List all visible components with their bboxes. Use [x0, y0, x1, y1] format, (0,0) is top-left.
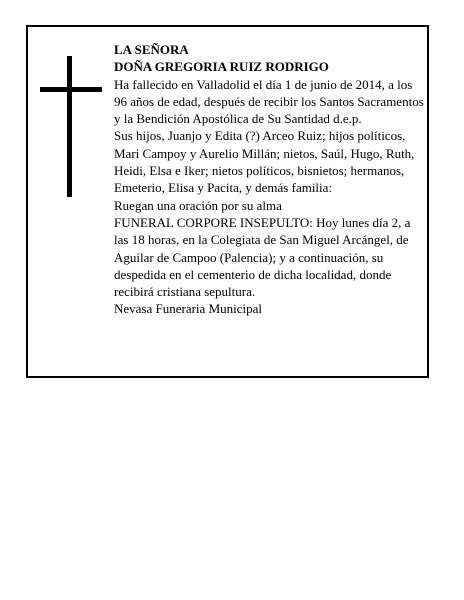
deceased-name: DOÑA GREGORIA RUIZ RODRIGO [114, 59, 329, 75]
funeral-details: FUNERAL CORPORE INSEPULTO: Hoy lunes día 2, a las 18 horas, en la Colegiata de San Miguel Arcángel, de Aguilar de Campoo (Palencia); y a continuación, su despedida en el cementerio de dicha localidad, donde recibirá cristiana sepultura. [114, 214, 411, 300]
cross-icon [40, 56, 102, 197]
notice-title: LA SEÑORA [114, 42, 189, 57]
death-announcement: Ha fallecido en Valladolid el día 1 de junio de 2014, a los 96 años de edad, después de recibir los Santos Sacramentos y la Bendición Apostólica de Su Santidad d.e.p. [114, 76, 424, 127]
funeral-home: Nevasa Funeraria Municipal [114, 301, 263, 317]
notice-body [114, 41, 426, 318]
family-list: Sus hijos, Juanjo y Edita (?) Arceo Ruiz; hijos políticos, Mari Campoy y Aurelio Millán; nietos, Saúl, Hugo, Ruth, Heidi, Elsa e Iker; nietos políticos, bisnietos; hermanos, Emeterio, Elisa y Pacita, y demás familia: [114, 128, 415, 196]
obituary-notice [26, 25, 429, 378]
prayer-request: Ruegan una oración por su alma [114, 197, 282, 213]
cross-vertical-bar [67, 56, 72, 197]
cross-horizontal-bar [40, 87, 102, 92]
